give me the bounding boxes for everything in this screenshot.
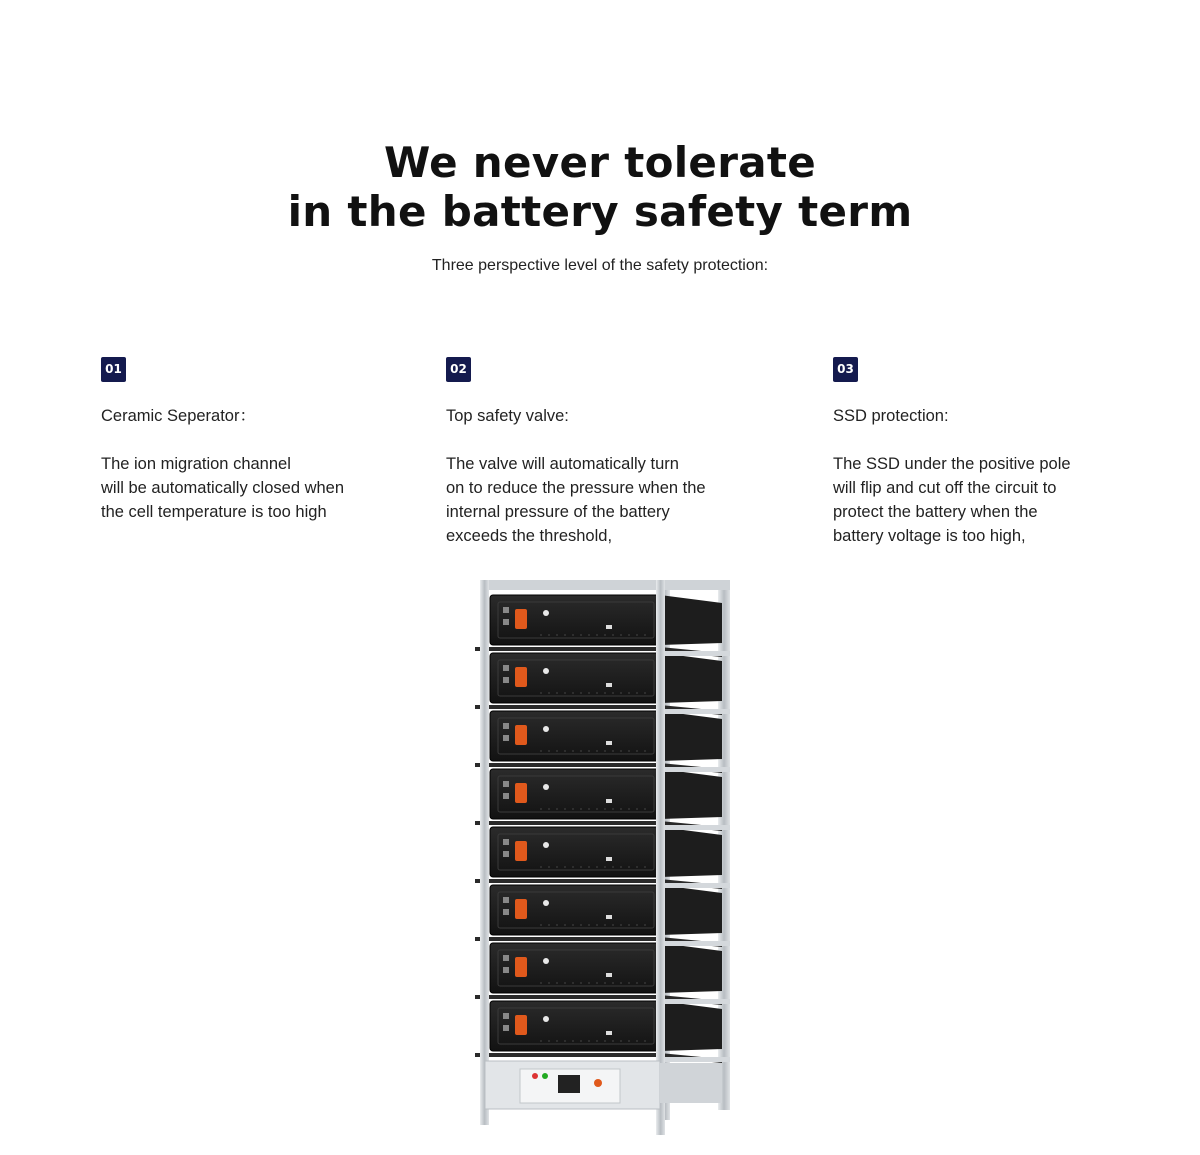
handle-slot — [606, 857, 612, 861]
rack-post-front-right — [656, 580, 665, 1135]
rack-cross-rail — [660, 709, 730, 714]
feature-title: SSD protection: — [833, 407, 949, 425]
rack-cross-rail — [660, 941, 730, 946]
indicator-light — [543, 900, 549, 906]
breaker-switch — [515, 667, 527, 687]
breaker-switch — [515, 1015, 527, 1035]
breaker-switch — [515, 725, 527, 745]
feature-description: The SSD under the positive pole will flip and cut off the circuit to protect the battery when the battery voltage is too high, — [833, 455, 1071, 545]
connector-port — [503, 1025, 509, 1031]
heading-line-1: We never tolerate — [383, 138, 817, 187]
page-heading — [0, 138, 1200, 236]
indicator-light — [543, 1016, 549, 1022]
battery-module-side — [660, 827, 722, 877]
connector-port — [503, 781, 509, 787]
indicator-light — [543, 668, 549, 674]
feature-number-badge: 03 — [833, 357, 858, 382]
battery-module-side — [660, 769, 722, 819]
battery-rack-drawing — [460, 575, 750, 1140]
feature-number-badge: 02 — [446, 357, 471, 382]
breaker-switch — [515, 899, 527, 919]
rack-post-front-left — [480, 580, 489, 1125]
battery-rack-image — [460, 575, 750, 1140]
handle-slot — [606, 1031, 612, 1035]
feature-ceramic-separator — [101, 357, 431, 524]
feature-title: Ceramic Seperator： — [101, 407, 256, 425]
page-subtitle: Three perspective level of the safety protection: — [431, 257, 769, 274]
connector-port — [503, 909, 509, 915]
connector-port — [503, 1013, 509, 1019]
connector-port — [503, 839, 509, 845]
connector-port — [503, 735, 509, 741]
connector-port — [503, 793, 509, 799]
connector-port — [503, 967, 509, 973]
handle-slot — [606, 973, 612, 977]
handle-slot — [606, 799, 612, 803]
feature-number-badge: 01 — [101, 357, 126, 382]
control-box-side — [660, 1063, 722, 1103]
rack-cross-rail — [660, 767, 730, 772]
rack-cross-rail — [660, 1057, 730, 1062]
status-light-red — [532, 1073, 538, 1079]
indicator-light — [543, 610, 549, 616]
feature-description: The ion migration channel will be automatically closed when the cell temperature is too high — [101, 455, 345, 521]
breaker-switch — [515, 783, 527, 803]
breaker-switch — [515, 609, 527, 629]
main-switch — [558, 1075, 580, 1093]
rack-cross-rail — [660, 825, 730, 830]
indicator-light — [543, 842, 549, 848]
battery-module-side — [660, 885, 722, 935]
connector-port — [503, 851, 509, 857]
connector-port — [503, 619, 509, 625]
emergency-button — [594, 1079, 602, 1087]
rack-cross-rail — [660, 883, 730, 888]
handle-slot — [606, 915, 612, 919]
battery-module-side — [660, 595, 722, 645]
connector-port — [503, 665, 509, 671]
battery-module-side — [660, 1001, 722, 1051]
connector-port — [503, 677, 509, 683]
connector-port — [503, 897, 509, 903]
indicator-light — [543, 958, 549, 964]
rack-cross-rail — [660, 999, 730, 1004]
breaker-switch — [515, 957, 527, 977]
handle-slot — [606, 741, 612, 745]
battery-module-side — [660, 653, 722, 703]
rack-top-rail — [480, 580, 730, 590]
feature-title: Top safety valve: — [446, 407, 569, 425]
heading-line-2: in the battery safety term — [287, 187, 913, 236]
battery-module-side — [660, 711, 722, 761]
battery-module-side — [660, 943, 722, 993]
connector-port — [503, 955, 509, 961]
connector-port — [503, 607, 509, 613]
feature-top-safety-valve — [446, 357, 776, 548]
handle-slot — [606, 625, 612, 629]
feature-description: The valve will automatically turn on to reduce the pressure when the internal pressure of the battery exceeds the threshold, — [446, 455, 706, 545]
status-light-green — [542, 1073, 548, 1079]
connector-port — [503, 723, 509, 729]
feature-ssd-protection — [833, 357, 1163, 548]
indicator-light — [543, 726, 549, 732]
indicator-light — [543, 784, 549, 790]
handle-slot — [606, 683, 612, 687]
rack-cross-rail — [660, 651, 730, 656]
breaker-switch — [515, 841, 527, 861]
